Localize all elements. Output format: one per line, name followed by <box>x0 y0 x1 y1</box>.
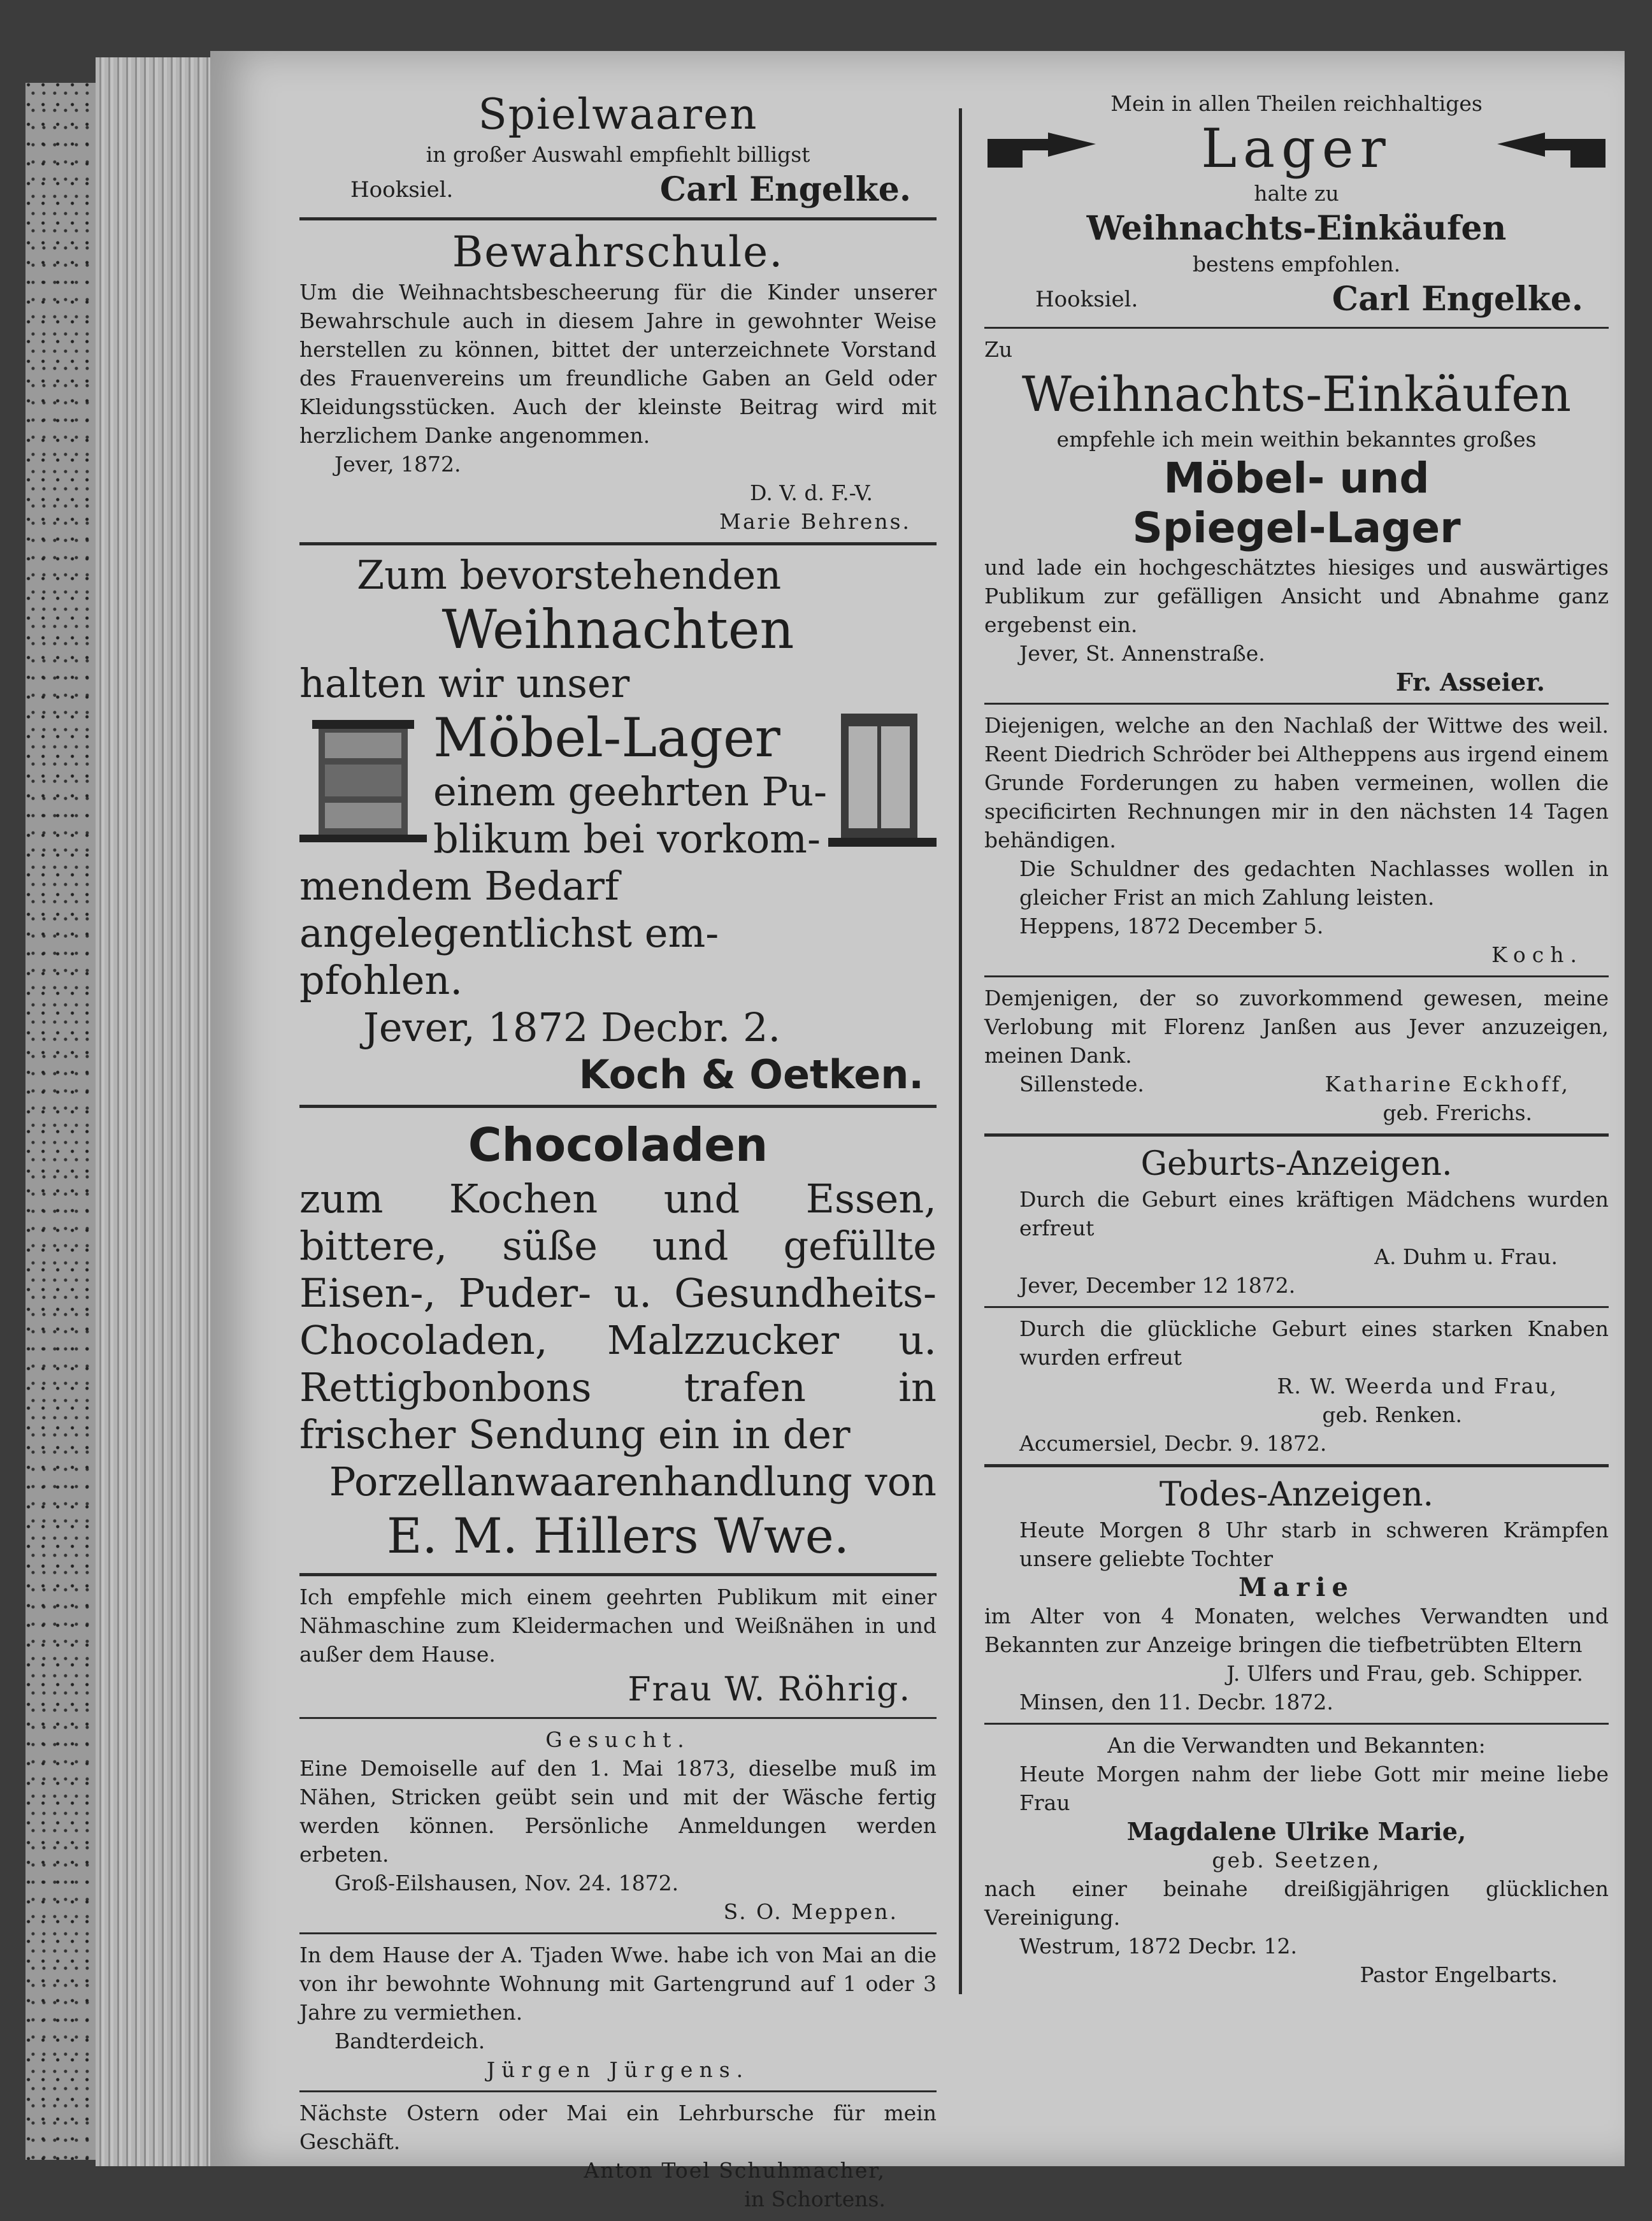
separator <box>299 2090 937 2092</box>
ad-place-date: Jever, December 12 1872. <box>1019 1273 1296 1298</box>
separator <box>299 1717 937 1719</box>
ad-line: bestens empfohlen. <box>1192 252 1401 277</box>
ad-signer: Fr. Asseier. <box>1395 668 1545 696</box>
ad-naehmaschine <box>299 1583 937 1711</box>
ad-line: Zu <box>984 337 1013 362</box>
ad-place-date: Groß-Eilshausen, Nov. 24. 1872. <box>334 1871 679 1895</box>
ad-address: Jever, St. Annenstraße. <box>1019 641 1265 666</box>
ad-title: Lager <box>1201 117 1392 180</box>
separator <box>984 703 1609 705</box>
ad-title: Bewahrschule. <box>452 227 784 277</box>
ad-signer: E. M. Hillers Wwe. <box>387 1507 849 1564</box>
ad-body: Ich empfehle mich einem geehrten Publikum mit einer Nähmaschine zum Kleidermachen und Weißnähen in und außer dem Hause. <box>299 1585 937 1667</box>
separator <box>984 1306 1609 1308</box>
ad-body: In dem Hause der A. Tjaden Wwe. habe ich von Mai an die von ihr bewohnte Wohnung mit Gartengrund auf 1 oder 3 Jahre zu vermiethen. <box>299 1943 937 2025</box>
ad-line: An die Verwandten und Bekannten: <box>1107 1733 1486 1758</box>
ad-body: Heute Morgen 8 Uhr starb in schweren Krämpfen unsere geliebte Tochter <box>1019 1518 1609 1571</box>
right-column <box>984 89 1609 1989</box>
ad-text: einem geehrten Pu- <box>433 768 828 815</box>
ad-nachlass <box>984 711 1609 969</box>
separator <box>299 1573 937 1576</box>
ad-subtitle: Spiegel-Lager <box>1132 503 1461 552</box>
ad-body: Diejenigen, welche an den Nachlaß der Wittwe des weil. Reent Diedrich Schröder bei Altheppens aus irgend einem Grunde Forderungen zu haben vermeinen, wollen die specificirten Rechnungen mir in den nächsten 14 Tagen behändigen. <box>984 713 1609 852</box>
ad-body: zum Kochen und Essen, bittere, süße und gefüllte Eisen-, Puder- u. Gesundheits-Chocoladen, Malzzucker u. Rettigbonbons trafen in frischer Sendung ein in der <box>299 1175 937 1458</box>
ad-body: und lade ein hochgeschätztes hiesiges und auswärtiges Publikum zur gefälligen Ansicht und Abnahme ganz ergebenst ein. <box>984 555 1609 637</box>
separator <box>299 217 937 220</box>
ad-signer: S. O. Meppen. <box>723 1899 898 1924</box>
ad-signer: Anton Toel Schuhmacher, <box>584 2158 886 2183</box>
ad-subtitle: Weihnachts-Einkäufen <box>1086 209 1507 248</box>
ad-signer: Koch & Oetken. <box>578 1051 924 1098</box>
ad-title: Weihnachten <box>442 598 794 661</box>
pointing-hand-right-icon <box>984 120 1105 177</box>
separator <box>984 975 1609 977</box>
ad-wohnung <box>299 1941 937 2084</box>
ad-place-date: Accumersiel, Decbr. 9. 1872. <box>1019 1431 1327 1456</box>
ad-title: Gesucht. <box>545 1727 691 1752</box>
ad-line: halten wir unser <box>299 660 630 707</box>
ad-body: Durch die glückliche Geburt eines starken Knaben wurden erfreut <box>1019 1316 1609 1370</box>
ad-verlobung <box>984 984 1609 1127</box>
ad-bewahrschule <box>299 227 937 536</box>
ad-place-date: Westrum, 1872 Decbr. 12. <box>1019 1934 1297 1959</box>
ad-signer: Katharine Eckhoff, <box>1325 1072 1570 1096</box>
ad-geburt <box>984 1143 1609 1458</box>
ad-body: Eine Demoiselle auf den 1. Mai 1873, dieselbe muß im Nähen, Stricken geübt sein und mit der Wäsche fertig werden können. Persönliche Anmeldungen werden erbeten. <box>299 1756 937 1867</box>
ad-signer: Koch. <box>1491 942 1583 967</box>
ad-place-date: Jever, 1872 Decbr. 2. <box>363 1004 781 1051</box>
separator <box>299 1932 937 1934</box>
ad-line: Porzellanwaarenhandlung von <box>329 1458 937 1505</box>
ad-text: pfohlen. <box>299 957 463 1003</box>
ad-name-maiden: geb. Seetzen, <box>1212 1848 1381 1872</box>
ad-signer: Pastor Engelbarts. <box>1360 1962 1558 1987</box>
ad-signer-maiden: geb. Renken. <box>1322 1402 1462 1427</box>
ad-signer: J. Ulfers und Frau, geb. Schipper. <box>1226 1661 1583 1686</box>
ad-title: Spielwaaren <box>478 90 758 139</box>
book-edge <box>25 83 96 2160</box>
ad-subtitle: Möbel- und <box>1163 454 1430 503</box>
ad-body: Nächste Ostern oder Mai ein Lehrbursche für mein Geschäft. <box>299 2101 937 2154</box>
ad-title: Todes-Anzeigen. <box>1159 1476 1434 1514</box>
ad-body: Um die Weihnachtsbescheerung für die Kinder unserer Bewahrschule auch in diesem Jahre in gewohnter Weise herstellen zu können, bittet der unterzeichnete Vorstand des Frauenvereins um freundliche Gaben an Geld oder Kleidungsstücken. Auch der kleinste Beitrag wird mit herzlichem Danke angenommen. <box>299 280 937 448</box>
ad-text: mendem Bedarf angelegentlichst em- <box>299 863 719 956</box>
ad-line: empfehle ich mein weithin bekanntes großes <box>1056 427 1537 452</box>
ad-body: im Alter von 4 Monaten, welches Verwandten und Bekannten zur Anzeige bringen die tiefbetrübten Eltern <box>984 1604 1609 1657</box>
ad-place: Bandterdeich. <box>334 2029 485 2053</box>
column-divider <box>959 108 962 1994</box>
ad-line: in großer Auswahl empfiehlt billigst <box>426 142 810 167</box>
ad-spiegel-lager <box>984 335 1609 696</box>
ad-title: Geburts-Anzeigen. <box>1140 1145 1453 1183</box>
ad-body: Demjenigen, der so zuvorkommend gewesen, meine Verlobung mit Florenz Janßen aus Jever anzuzeigen, meinen Dank. <box>984 986 1609 1068</box>
ad-body: Heute Morgen nahm der liebe Gott mir meine liebe Frau <box>1019 1762 1609 1815</box>
separator <box>984 1464 1609 1467</box>
ad-lehrbursche <box>299 2099 937 2213</box>
separator <box>984 1723 1609 1725</box>
ad-signer: R. W. Weerda und Frau, <box>1277 1374 1558 1398</box>
separator <box>984 1133 1609 1137</box>
ad-signer: Jürgen Jürgens. <box>486 2057 750 2082</box>
left-column <box>299 89 937 2213</box>
ad-body: nach einer beinahe dreißigjährigen glücklichen Vereinigung. <box>984 1876 1609 1930</box>
ad-place: Hooksiel. <box>350 177 454 203</box>
ad-title: Weihnachts-Einkäufen <box>1021 366 1572 422</box>
ad-text: blikum bei vorkom- <box>433 816 821 862</box>
ad-name: Magdalene Ulrike Marie, <box>1126 1817 1467 1846</box>
ad-place-date: Minsen, den 11. Decbr. 1872. <box>1019 1690 1333 1714</box>
pointing-hand-left-icon <box>1488 120 1609 177</box>
ad-moebel-lager <box>299 552 937 1098</box>
ad-line: Mein in allen Theilen reichhaltiges <box>1110 91 1483 116</box>
cabinet-illustration <box>299 707 427 847</box>
separator <box>299 542 937 545</box>
ad-signer: A. Duhm u. Frau. <box>1374 1244 1558 1269</box>
ad-spielwaaren <box>299 89 937 211</box>
ad-title: Chocoladen <box>468 1118 768 1172</box>
page-stack <box>96 57 223 2166</box>
ad-signer: Carl Engelke. <box>1332 280 1583 319</box>
ad-signer-maiden: geb. Frerichs. <box>1383 1100 1532 1125</box>
ad-place-date: Heppens, 1872 December 5. <box>1019 914 1324 938</box>
ad-name: Marie <box>1239 1572 1354 1602</box>
ad-place: Hooksiel. <box>1035 287 1138 312</box>
ad-line: Zum bevorstehenden <box>357 552 782 598</box>
ad-signer: Marie Behrens. <box>719 509 911 534</box>
wardrobe-illustration <box>828 707 937 854</box>
ad-place: Sillenstede. <box>1019 1072 1144 1096</box>
ad-org: D. V. d. F.-V. <box>750 480 873 505</box>
ad-signer-place: in Schortens. <box>744 2187 886 2211</box>
separator <box>299 1105 937 1108</box>
ad-place-date: Jever, 1872. <box>334 452 461 477</box>
ad-body: Durch die Geburt eines kräftigen Mädchens wurden erfreut <box>1019 1187 1609 1240</box>
separator <box>984 327 1609 329</box>
ad-subtitle: Möbel-Lager <box>433 707 780 769</box>
ad-signer: Frau W. Röhrig. <box>628 1671 911 1709</box>
ad-todes <box>984 1474 1609 1989</box>
ad-chocoladen <box>299 1114 937 1567</box>
ad-lager <box>984 89 1609 320</box>
ad-body: Die Schuldner des gedachten Nachlasses wollen in gleicher Frist an mich Zahlung leisten. <box>1019 856 1609 910</box>
ad-line: halte zu <box>1254 181 1339 206</box>
ad-gesucht <box>299 1725 937 1926</box>
ad-signer: Carl Engelke. <box>659 170 911 209</box>
